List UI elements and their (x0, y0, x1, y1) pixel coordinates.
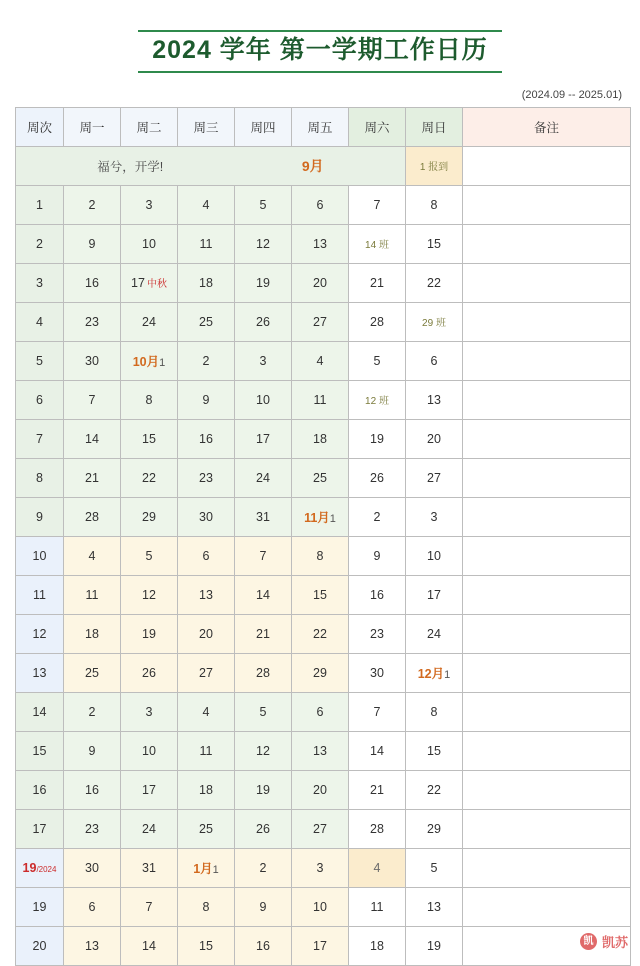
day-cell: 26 (235, 302, 292, 341)
day-cell: 19 (406, 926, 463, 965)
day-cell: 22 (406, 263, 463, 302)
week-number-cell: 2 (16, 224, 64, 263)
header-sunday: 周日 (406, 107, 463, 146)
table-row (16, 926, 631, 965)
week-number-cell: 9 (16, 497, 64, 536)
day-cell: 15 (178, 926, 235, 965)
day-cell: 8 (121, 380, 178, 419)
watermark (580, 932, 628, 951)
day-cell: 2 (64, 185, 121, 224)
day-cell: 14 (349, 731, 406, 770)
table-row (16, 458, 631, 497)
day-cell: 3 (121, 185, 178, 224)
day-cell: 18 (178, 770, 235, 809)
day-cell: 26 (121, 653, 178, 692)
day-cell: 18 (292, 419, 349, 458)
table-row (16, 224, 631, 263)
day-cell: 25 (64, 653, 121, 692)
day-cell: 13 (406, 887, 463, 926)
note-cell[interactable] (463, 887, 631, 926)
note-cell[interactable] (463, 458, 631, 497)
day-cell: 4 (292, 341, 349, 380)
day-cell: 5 (406, 848, 463, 887)
day-cell: 17 中秋 (121, 263, 178, 302)
note-cell[interactable] (463, 692, 631, 731)
day-cell: 14 (121, 926, 178, 965)
day-cell: 16 (64, 770, 121, 809)
day-cell: 20 (292, 263, 349, 302)
table-row (16, 770, 631, 809)
table-row (16, 497, 631, 536)
day-cell: 17 (406, 575, 463, 614)
week-number-cell: 19 (16, 887, 64, 926)
table-row (16, 536, 631, 575)
day-cell: 10 (406, 536, 463, 575)
week-number-cell: 6 (16, 380, 64, 419)
date-range-subtitle: (2024.09 -- 2025.01) (521, 88, 622, 101)
day-cell: 26 (235, 809, 292, 848)
day-cell: 24 (235, 458, 292, 497)
day-cell: 5 (121, 536, 178, 575)
header-note: 备注 (463, 107, 631, 146)
table-row (16, 263, 631, 302)
day-cell: 18 (178, 263, 235, 302)
banner-cell (16, 146, 406, 185)
day-cell: 23 (349, 614, 406, 653)
day-cell: 15 (406, 731, 463, 770)
day-cell: 13 (406, 380, 463, 419)
day-cell: 2 (64, 692, 121, 731)
day-cell: 3 (235, 341, 292, 380)
header-wednesday: 周三 (178, 107, 235, 146)
day-cell: 31 (121, 848, 178, 887)
table-row (16, 575, 631, 614)
day-cell: 11 (64, 575, 121, 614)
day-cell: 27 (292, 809, 349, 848)
week-number-cell: 7 (16, 419, 64, 458)
day-cell: 10 (121, 224, 178, 263)
note-cell-banner[interactable] (463, 146, 631, 185)
day-cell: 4 (64, 536, 121, 575)
week-number-cell: 8 (16, 458, 64, 497)
day-cell: 9 (235, 887, 292, 926)
header-tuesday: 周二 (121, 107, 178, 146)
table-row (16, 419, 631, 458)
week-number-cell: 15 (16, 731, 64, 770)
day-cell: 27 (406, 458, 463, 497)
day-cell: 12 (235, 224, 292, 263)
day-cell: 21 (349, 770, 406, 809)
day-cell: 4 (178, 185, 235, 224)
day-cell: 16 (178, 419, 235, 458)
day-cell: 7 (121, 887, 178, 926)
week-number-cell: 14 (16, 692, 64, 731)
week-number-cell: 13 (16, 653, 64, 692)
day-cell: 19 (349, 419, 406, 458)
day-cell: 14 (64, 419, 121, 458)
note-cell[interactable] (463, 614, 631, 653)
note-cell[interactable] (463, 809, 631, 848)
day-cell: 12 (235, 731, 292, 770)
day-cell: 21 (235, 614, 292, 653)
day-cell: 23 (64, 809, 121, 848)
day-cell: 5 (235, 185, 292, 224)
day-cell: 28 (64, 497, 121, 536)
day-cell: 3 (406, 497, 463, 536)
day-cell: 25 (292, 458, 349, 497)
note-cell[interactable] (463, 263, 631, 302)
watermark-icon: 凯 (580, 933, 597, 950)
day-cell: 1月1 (178, 848, 235, 887)
day-cell: 28 (349, 809, 406, 848)
day-cell: 22 (406, 770, 463, 809)
day-cell: 30 (64, 848, 121, 887)
day-cell: 6 (292, 692, 349, 731)
day-cell: 15 (406, 224, 463, 263)
day-cell: 24 (406, 614, 463, 653)
day-cell: 5 (349, 341, 406, 380)
table-row (16, 692, 631, 731)
day-cell: 16 (64, 263, 121, 302)
table-row (16, 848, 631, 887)
day-cell: 19 (235, 263, 292, 302)
day-cell: 10 (235, 380, 292, 419)
day-cell: 22 (292, 614, 349, 653)
note-cell[interactable] (463, 185, 631, 224)
day-cell: 22 (121, 458, 178, 497)
day-cell: 13 (178, 575, 235, 614)
week-number-cell: 12 (16, 614, 64, 653)
day-cell: 9 (178, 380, 235, 419)
day-cell: 3 (121, 692, 178, 731)
table-row (16, 302, 631, 341)
day-cell: 16 (235, 926, 292, 965)
note-cell[interactable] (463, 302, 631, 341)
day-cell: 8 (406, 185, 463, 224)
day-cell: 10 (292, 887, 349, 926)
page-title: 2024 学年 第一学期工作日历 (138, 30, 502, 73)
day-cell: 11 (349, 887, 406, 926)
day-cell: 8 (292, 536, 349, 575)
day-cell: 20 (406, 419, 463, 458)
day-cell: 7 (349, 185, 406, 224)
table-row (16, 809, 631, 848)
day-cell: 12 (121, 575, 178, 614)
day-cell: 14 班 (349, 224, 406, 263)
header-saturday: 周六 (349, 107, 406, 146)
banner-month: 9月 (301, 157, 324, 174)
day-cell: 11 (292, 380, 349, 419)
day-cell: 13 (292, 731, 349, 770)
header-friday: 周五 (292, 107, 349, 146)
day-cell: 3 (292, 848, 349, 887)
note-cell[interactable] (463, 224, 631, 263)
day-cell: 30 (349, 653, 406, 692)
day-cell: 28 (349, 302, 406, 341)
day-cell: 24 (121, 809, 178, 848)
day-cell: 20 (178, 614, 235, 653)
day-cell: 9 (349, 536, 406, 575)
day-cell: 2 (349, 497, 406, 536)
day-cell: 16 (349, 575, 406, 614)
week-number-cell: 4 (16, 302, 64, 341)
day-cell: 7 (349, 692, 406, 731)
table-row (16, 380, 631, 419)
day-cell: 11 (178, 224, 235, 263)
day-cell: 24 (121, 302, 178, 341)
header-week: 周次 (16, 107, 64, 146)
day-cell: 11 (178, 731, 235, 770)
table-row (16, 341, 631, 380)
table-header-row (16, 107, 631, 146)
day-cell: 15 (121, 419, 178, 458)
day-cell: 18 (64, 614, 121, 653)
watermark-label: 凯苏 (601, 935, 628, 950)
day-cell: 23 (178, 458, 235, 497)
note-cell[interactable] (463, 770, 631, 809)
day-cell: 11月1 (292, 497, 349, 536)
day-cell: 30 (178, 497, 235, 536)
day-cell: 26 (349, 458, 406, 497)
note-cell[interactable] (463, 419, 631, 458)
day-cell: 13 (64, 926, 121, 965)
day-cell: 6 (406, 341, 463, 380)
day-cell: 15 (292, 575, 349, 614)
day-cell: 6 (292, 185, 349, 224)
day-cell: 17 (235, 419, 292, 458)
week-number-cell: 1 (16, 185, 64, 224)
note-cell[interactable] (463, 341, 631, 380)
day-cell: 13 (292, 224, 349, 263)
day-cell: 19 (121, 614, 178, 653)
day-cell: 10月1 (121, 341, 178, 380)
note-cell[interactable] (463, 848, 631, 887)
week-number-cell: 11 (16, 575, 64, 614)
day-cell: 9 (64, 224, 121, 263)
day-cell: 2 (235, 848, 292, 887)
table-row (16, 653, 631, 692)
week-number-cell: 5 (16, 341, 64, 380)
cell-sep-1-report: 1 报到 (406, 146, 463, 185)
day-cell: 17 (292, 926, 349, 965)
day-cell: 21 (64, 458, 121, 497)
day-cell: 30 (64, 341, 121, 380)
week-number-cell: 20 (16, 926, 64, 965)
day-cell: 18 (349, 926, 406, 965)
day-cell: 23 (64, 302, 121, 341)
day-cell: 25 (178, 302, 235, 341)
day-cell: 29 (121, 497, 178, 536)
day-cell: 10 (121, 731, 178, 770)
day-cell: 7 (64, 380, 121, 419)
day-cell: 14 (235, 575, 292, 614)
title-container (0, 0, 640, 73)
week-number-cell: 19/2024 (16, 848, 64, 887)
day-cell: 4 (178, 692, 235, 731)
note-cell[interactable] (463, 731, 631, 770)
day-cell: 29 (406, 809, 463, 848)
day-cell: 28 (235, 653, 292, 692)
day-cell: 6 (64, 887, 121, 926)
day-cell: 12月1 (406, 653, 463, 692)
day-cell: 19 (235, 770, 292, 809)
day-cell: 5 (235, 692, 292, 731)
header-thursday: 周四 (235, 107, 292, 146)
week-number-cell: 17 (16, 809, 64, 848)
day-cell: 7 (235, 536, 292, 575)
day-cell: 2 (178, 341, 235, 380)
week-number-cell: 16 (16, 770, 64, 809)
week-number-cell: 10 (16, 536, 64, 575)
day-cell: 21 (349, 263, 406, 302)
day-cell: 25 (178, 809, 235, 848)
day-cell: 9 (64, 731, 121, 770)
day-cell: 20 (292, 770, 349, 809)
day-cell: 17 (121, 770, 178, 809)
table-row (16, 614, 631, 653)
day-cell: 6 (178, 536, 235, 575)
note-cell[interactable] (463, 575, 631, 614)
calendar-table (15, 107, 631, 966)
note-cell[interactable] (463, 380, 631, 419)
note-cell[interactable] (463, 536, 631, 575)
day-cell: 8 (406, 692, 463, 731)
note-cell[interactable] (463, 497, 631, 536)
calendar-body (16, 146, 631, 965)
table-row (16, 887, 631, 926)
day-cell: 29 班 (406, 302, 463, 341)
day-cell: 4 (349, 848, 406, 887)
day-cell: 8 (178, 887, 235, 926)
day-cell: 29 (292, 653, 349, 692)
table-row (16, 185, 631, 224)
banner-row (16, 146, 631, 185)
header-monday: 周一 (64, 107, 121, 146)
day-cell: 27 (178, 653, 235, 692)
week-number-cell: 3 (16, 263, 64, 302)
table-row (16, 731, 631, 770)
banner-slogan: 福兮，开学! (97, 159, 164, 174)
day-cell: 27 (292, 302, 349, 341)
day-cell: 31 (235, 497, 292, 536)
day-cell: 12 班 (349, 380, 406, 419)
note-cell[interactable] (463, 653, 631, 692)
